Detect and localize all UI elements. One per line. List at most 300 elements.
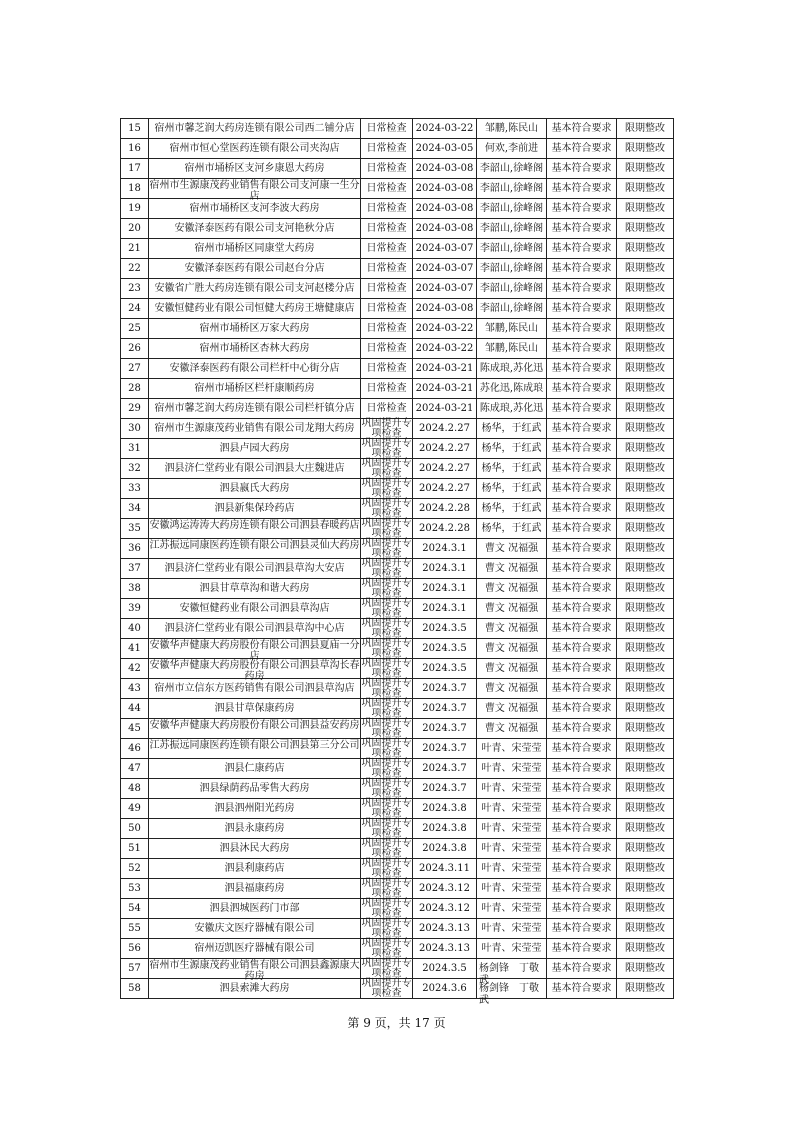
inspection-result-cell bbox=[547, 179, 617, 199]
inspection-result: 基本符合要求 bbox=[551, 743, 612, 754]
inspection-date: 2024.3.7 bbox=[422, 703, 467, 714]
row-number: 41 bbox=[128, 643, 141, 654]
handling-measure: 限期整改 bbox=[625, 203, 665, 214]
row-number: 21 bbox=[128, 243, 141, 254]
row-number-cell bbox=[121, 279, 149, 299]
table-row bbox=[121, 939, 674, 959]
inspection-date-cell bbox=[413, 379, 477, 399]
inspectors: 陈成琅,苏化迅 bbox=[479, 403, 544, 414]
inspection-date: 2024-03-21 bbox=[415, 403, 474, 414]
inspection-type-cell bbox=[361, 699, 413, 719]
inspectors-cell bbox=[477, 899, 547, 919]
inspection-result: 基本符合要求 bbox=[551, 383, 612, 394]
inspection-date-cell bbox=[413, 279, 477, 299]
inspection-date-cell bbox=[413, 739, 477, 759]
inspectors-cell bbox=[477, 939, 547, 959]
inspection-type: 巩固提升专项检查 bbox=[361, 598, 412, 619]
inspection-date-cell bbox=[413, 959, 477, 979]
inspection-type: 巩固提升专项检查 bbox=[361, 858, 412, 879]
inspectors-cell bbox=[477, 339, 547, 359]
inspection-date-cell bbox=[413, 799, 477, 819]
inspection-type: 日常检查 bbox=[366, 263, 407, 274]
store-name-cell bbox=[149, 559, 361, 579]
inspection-type-cell bbox=[361, 899, 413, 919]
inspection-date: 2024.3.1 bbox=[422, 583, 467, 594]
inspection-type: 巩固提升专项检查 bbox=[361, 938, 412, 959]
handling-measure: 限期整改 bbox=[625, 683, 665, 694]
store-name-cell bbox=[149, 879, 361, 899]
inspection-type: 巩固提升专项检查 bbox=[361, 458, 412, 479]
inspectors-cell bbox=[477, 919, 547, 939]
inspection-result-cell bbox=[547, 559, 617, 579]
inspection-type-cell bbox=[361, 919, 413, 939]
handling-measure: 限期整改 bbox=[625, 263, 665, 274]
store-name: 宿州市立信东方医药销售有限公司泗县草沟店 bbox=[154, 683, 355, 694]
inspection-result-cell bbox=[547, 339, 617, 359]
inspection-type-cell bbox=[361, 339, 413, 359]
inspection-result-cell bbox=[547, 379, 617, 399]
store-name: 安徽华声健康大药房股份有限公司泗县草沟长春药房 bbox=[149, 660, 360, 682]
inspectors-cell bbox=[477, 859, 547, 879]
inspection-type: 巩固提升专项检查 bbox=[361, 518, 412, 539]
store-name: 安徽省广胜大药房连锁有限公司支河赵楼分店 bbox=[154, 283, 355, 294]
handling-measure: 限期整改 bbox=[625, 803, 665, 814]
handling-measure-cell bbox=[617, 559, 674, 579]
row-number-cell bbox=[121, 939, 149, 959]
handling-measure-cell bbox=[617, 899, 674, 919]
inspection-type: 巩固提升专项检查 bbox=[361, 438, 412, 459]
handling-measure: 限期整改 bbox=[625, 583, 665, 594]
row-number: 39 bbox=[128, 603, 141, 614]
store-name-cell bbox=[149, 159, 361, 179]
inspection-type-cell bbox=[361, 619, 413, 639]
store-name: 泗县索滩大药房 bbox=[219, 983, 290, 994]
table-row bbox=[121, 439, 674, 459]
store-name-cell bbox=[149, 119, 361, 139]
handling-measure: 限期整改 bbox=[625, 463, 665, 474]
inspection-result-cell bbox=[547, 919, 617, 939]
handling-measure: 限期整改 bbox=[625, 323, 665, 334]
table-row bbox=[121, 539, 674, 559]
handling-measure: 限期整改 bbox=[625, 183, 665, 194]
store-name-cell bbox=[149, 239, 361, 259]
row-number: 40 bbox=[128, 623, 141, 634]
handling-measure: 限期整改 bbox=[625, 663, 665, 674]
row-number: 58 bbox=[128, 983, 141, 994]
handling-measure-cell bbox=[617, 359, 674, 379]
store-name-cell bbox=[149, 859, 361, 879]
row-number-cell bbox=[121, 699, 149, 719]
inspection-result-cell bbox=[547, 699, 617, 719]
handling-measure: 限期整改 bbox=[625, 343, 665, 354]
table-row bbox=[121, 259, 674, 279]
inspection-date-cell bbox=[413, 119, 477, 139]
inspection-type-cell bbox=[361, 279, 413, 299]
row-number-cell bbox=[121, 779, 149, 799]
inspection-result-cell bbox=[547, 299, 617, 319]
inspection-date-cell bbox=[413, 919, 477, 939]
table-row bbox=[121, 619, 674, 639]
inspection-date-cell bbox=[413, 939, 477, 959]
inspectors: 叶青、宋莹莹 bbox=[481, 783, 542, 794]
store-name-cell bbox=[149, 459, 361, 479]
inspection-type: 巩固提升专项检查 bbox=[361, 758, 412, 779]
table-row bbox=[121, 959, 674, 979]
table-row bbox=[121, 199, 674, 219]
inspectors: 曹文 况福强 bbox=[484, 663, 539, 674]
inspection-result-cell bbox=[547, 579, 617, 599]
inspection-result: 基本符合要求 bbox=[551, 883, 612, 894]
inspectors: 叶青、宋莹莹 bbox=[481, 923, 542, 934]
handling-measure: 限期整改 bbox=[625, 383, 665, 394]
inspection-type-cell bbox=[361, 579, 413, 599]
handling-measure-cell bbox=[617, 959, 674, 979]
inspectors-cell bbox=[477, 639, 547, 659]
table-row bbox=[121, 859, 674, 879]
row-number: 37 bbox=[128, 563, 141, 574]
inspection-type-cell bbox=[361, 739, 413, 759]
handling-measure-cell bbox=[617, 439, 674, 459]
inspection-type-cell bbox=[361, 419, 413, 439]
inspection-date: 2024.2.27 bbox=[419, 423, 470, 434]
inspectors: 杨华，于红武 bbox=[481, 443, 542, 454]
inspection-date: 2024.3.8 bbox=[422, 803, 467, 814]
inspection-date-cell bbox=[413, 439, 477, 459]
inspection-result: 基本符合要求 bbox=[551, 943, 612, 954]
table-row bbox=[121, 659, 674, 679]
inspectors-cell bbox=[477, 739, 547, 759]
store-name-cell bbox=[149, 759, 361, 779]
inspection-date: 2024-03-22 bbox=[415, 343, 474, 354]
store-name: 泗县仁康药店 bbox=[224, 763, 285, 774]
inspection-type-cell bbox=[361, 499, 413, 519]
inspection-type-cell bbox=[361, 559, 413, 579]
inspection-result: 基本符合要求 bbox=[551, 843, 612, 854]
inspection-result-cell bbox=[547, 359, 617, 379]
row-number: 25 bbox=[128, 323, 141, 334]
inspectors: 杨华，于红武 bbox=[481, 483, 542, 494]
store-name-cell bbox=[149, 519, 361, 539]
row-number-cell bbox=[121, 139, 149, 159]
inspection-type: 巩固提升专项检查 bbox=[361, 538, 412, 559]
inspection-result: 基本符合要求 bbox=[551, 763, 612, 774]
row-number: 32 bbox=[128, 463, 141, 474]
store-name-cell bbox=[149, 579, 361, 599]
row-number-cell bbox=[121, 359, 149, 379]
inspection-type: 日常检查 bbox=[366, 183, 407, 194]
handling-measure: 限期整改 bbox=[625, 303, 665, 314]
handling-measure-cell bbox=[617, 239, 674, 259]
inspection-type-cell bbox=[361, 779, 413, 799]
row-number-cell bbox=[121, 179, 149, 199]
inspectors-cell bbox=[477, 459, 547, 479]
row-number-cell bbox=[121, 259, 149, 279]
inspection-date: 2024-03-21 bbox=[415, 363, 474, 374]
handling-measure: 限期整改 bbox=[625, 903, 665, 914]
inspection-date-cell bbox=[413, 879, 477, 899]
inspection-type-cell bbox=[361, 399, 413, 419]
inspection-date: 2024.2.28 bbox=[419, 523, 470, 534]
handling-measure: 限期整改 bbox=[625, 723, 665, 734]
inspection-result: 基本符合要求 bbox=[551, 623, 612, 634]
inspectors-cell bbox=[477, 819, 547, 839]
inspection-type: 日常检查 bbox=[366, 123, 407, 134]
store-name-cell bbox=[149, 359, 361, 379]
inspectors: 曹文 况福强 bbox=[484, 543, 539, 554]
table-row bbox=[121, 799, 674, 819]
row-number: 44 bbox=[128, 703, 141, 714]
table-row bbox=[121, 239, 674, 259]
inspection-type-cell bbox=[361, 239, 413, 259]
inspection-type: 巩固提升专项检查 bbox=[361, 578, 412, 599]
inspection-result: 基本符合要求 bbox=[551, 463, 612, 474]
store-name: 安徽泽泰医药有限公司支河艳秋分店 bbox=[174, 223, 335, 234]
row-number: 57 bbox=[128, 963, 141, 974]
table-row bbox=[121, 359, 674, 379]
table-row bbox=[121, 319, 674, 339]
inspection-date-cell bbox=[413, 319, 477, 339]
store-name-cell bbox=[149, 339, 361, 359]
row-number: 33 bbox=[128, 483, 141, 494]
inspection-result-cell bbox=[547, 719, 617, 739]
row-number-cell bbox=[121, 339, 149, 359]
inspection-type: 日常检查 bbox=[366, 283, 407, 294]
inspection-result: 基本符合要求 bbox=[551, 703, 612, 714]
row-number: 27 bbox=[128, 363, 141, 374]
handling-measure: 限期整改 bbox=[625, 163, 665, 174]
inspection-result: 基本符合要求 bbox=[551, 603, 612, 614]
inspection-date-cell bbox=[413, 479, 477, 499]
inspection-date: 2024-03-05 bbox=[415, 143, 474, 154]
inspectors: 曹文 况福强 bbox=[484, 563, 539, 574]
handling-measure: 限期整改 bbox=[625, 563, 665, 574]
inspection-result-cell bbox=[547, 899, 617, 919]
inspectors-cell bbox=[477, 119, 547, 139]
inspection-type-cell bbox=[361, 859, 413, 879]
inspectors-cell bbox=[477, 759, 547, 779]
inspection-type-cell bbox=[361, 159, 413, 179]
inspectors-cell bbox=[477, 719, 547, 739]
inspection-result: 基本符合要求 bbox=[551, 403, 612, 414]
row-number: 16 bbox=[128, 143, 141, 154]
handling-measure-cell bbox=[617, 259, 674, 279]
store-name: 泗县甘草保康药房 bbox=[214, 703, 295, 714]
inspectors: 邹鹏,陈民山 bbox=[484, 323, 539, 334]
inspection-result: 基本符合要求 bbox=[551, 563, 612, 574]
store-name: 宿州市埇桥区杏林大药房 bbox=[199, 343, 310, 354]
inspection-result: 基本符合要求 bbox=[551, 283, 612, 294]
handling-measure-cell bbox=[617, 619, 674, 639]
inspection-date-cell bbox=[413, 579, 477, 599]
row-number: 19 bbox=[128, 203, 141, 214]
row-number-cell bbox=[121, 739, 149, 759]
inspection-date-cell bbox=[413, 539, 477, 559]
handling-measure: 限期整改 bbox=[625, 423, 665, 434]
inspection-type: 日常检查 bbox=[366, 203, 407, 214]
inspection-result: 基本符合要求 bbox=[551, 343, 612, 354]
inspection-date: 2024.2.27 bbox=[419, 463, 470, 474]
row-number-cell bbox=[121, 119, 149, 139]
inspectors: 杨华，于红武 bbox=[481, 503, 542, 514]
row-number-cell bbox=[121, 859, 149, 879]
inspectors: 叶青、宋莹莹 bbox=[481, 943, 542, 954]
handling-measure-cell bbox=[617, 679, 674, 699]
row-number-cell bbox=[121, 839, 149, 859]
inspectors-cell bbox=[477, 399, 547, 419]
inspectors-cell bbox=[477, 499, 547, 519]
row-number-cell bbox=[121, 379, 149, 399]
store-name-cell bbox=[149, 659, 361, 682]
store-name: 江苏振远同康医药连锁有限公司泗县灵仙大药房 bbox=[149, 540, 360, 551]
row-number-cell bbox=[121, 559, 149, 579]
store-name: 安徽恒健药业有限公司泗县草沟店 bbox=[179, 603, 330, 614]
store-name: 宿州市埇桥区支河乡康恩大药房 bbox=[184, 163, 325, 174]
handling-measure-cell bbox=[617, 579, 674, 599]
row-number: 52 bbox=[128, 863, 141, 874]
row-number-cell bbox=[121, 419, 149, 439]
store-name-cell bbox=[149, 539, 361, 559]
handling-measure: 限期整改 bbox=[625, 503, 665, 514]
handling-measure-cell bbox=[617, 979, 674, 999]
inspectors-cell bbox=[477, 779, 547, 799]
handling-measure-cell bbox=[617, 659, 674, 679]
inspection-type-cell bbox=[361, 799, 413, 819]
store-name: 安徽泽泰医药有限公司赵台分店 bbox=[184, 263, 325, 274]
store-name-cell bbox=[149, 699, 361, 719]
row-number-cell bbox=[121, 439, 149, 459]
inspectors: 曹文 况福强 bbox=[484, 683, 539, 694]
inspection-date-cell bbox=[413, 699, 477, 719]
row-number: 53 bbox=[128, 883, 141, 894]
inspection-type: 日常检查 bbox=[366, 303, 407, 314]
table-row bbox=[121, 599, 674, 619]
inspection-type-cell bbox=[361, 479, 413, 499]
inspection-result: 基本符合要求 bbox=[551, 523, 612, 534]
inspectors-cell bbox=[477, 259, 547, 279]
inspection-date: 2024.2.27 bbox=[419, 483, 470, 494]
inspection-type: 巩固提升专项检查 bbox=[361, 778, 412, 799]
inspectors: 叶青、宋莹莹 bbox=[481, 743, 542, 754]
inspection-result-cell bbox=[547, 239, 617, 259]
handling-measure: 限期整改 bbox=[625, 123, 665, 134]
inspection-date: 2024.3.5 bbox=[422, 963, 467, 974]
inspectors-cell bbox=[477, 239, 547, 259]
inspection-date-cell bbox=[413, 599, 477, 619]
inspection-result-cell bbox=[547, 539, 617, 559]
inspection-result: 基本符合要求 bbox=[551, 163, 612, 174]
table-row bbox=[121, 379, 674, 399]
row-number-cell bbox=[121, 599, 149, 619]
inspectors-cell bbox=[477, 579, 547, 599]
inspection-type-cell bbox=[361, 179, 413, 199]
inspectors: 曹文 况福强 bbox=[484, 723, 539, 734]
inspection-date: 2024.3.7 bbox=[422, 683, 467, 694]
inspectors: 李韶山,徐峰阁 bbox=[479, 263, 544, 274]
handling-measure-cell bbox=[617, 859, 674, 879]
handling-measure-cell bbox=[617, 139, 674, 159]
inspection-date-cell bbox=[413, 419, 477, 439]
inspection-date-cell bbox=[413, 819, 477, 839]
row-number-cell bbox=[121, 519, 149, 539]
inspection-type: 巩固提升专项检查 bbox=[361, 498, 412, 519]
table-row bbox=[121, 399, 674, 419]
store-name: 安徽鸿运涛涛大药房连锁有限公司泗县春暖药店 bbox=[149, 520, 360, 531]
inspection-date: 2024.3.1 bbox=[422, 543, 467, 554]
store-name: 宿州市埇桥区栏杆康顺药房 bbox=[194, 383, 315, 394]
handling-measure-cell bbox=[617, 199, 674, 219]
store-name-cell bbox=[149, 739, 361, 759]
inspection-result: 基本符合要求 bbox=[551, 443, 612, 454]
table-row bbox=[121, 699, 674, 719]
inspection-date-cell bbox=[413, 159, 477, 179]
inspection-result-cell bbox=[547, 139, 617, 159]
row-number-cell bbox=[121, 219, 149, 239]
inspection-date: 2024-03-08 bbox=[415, 223, 474, 234]
inspection-result: 基本符合要求 bbox=[551, 663, 612, 674]
row-number-cell bbox=[121, 799, 149, 819]
inspection-date-cell bbox=[413, 839, 477, 859]
inspection-result-cell bbox=[547, 659, 617, 679]
inspection-date: 2024-03-22 bbox=[415, 323, 474, 334]
store-name: 泗县永康药房 bbox=[224, 823, 285, 834]
inspection-type: 巩固提升专项检查 bbox=[361, 838, 412, 859]
inspection-type: 巩固提升专项检查 bbox=[361, 798, 412, 819]
store-name-cell bbox=[149, 959, 361, 982]
inspection-result-cell bbox=[547, 279, 617, 299]
inspectors: 叶青、宋莹莹 bbox=[481, 763, 542, 774]
inspectors-cell bbox=[477, 439, 547, 459]
inspection-result: 基本符合要求 bbox=[551, 963, 612, 974]
handling-measure-cell bbox=[617, 939, 674, 959]
row-number: 30 bbox=[128, 423, 141, 434]
inspection-date: 2024.3.13 bbox=[419, 923, 470, 934]
table-row bbox=[121, 279, 674, 299]
inspectors-cell bbox=[477, 419, 547, 439]
inspection-type: 日常检查 bbox=[366, 163, 407, 174]
inspection-result: 基本符合要求 bbox=[551, 803, 612, 814]
inspection-result-cell bbox=[547, 839, 617, 859]
inspection-type-cell bbox=[361, 639, 413, 659]
inspectors: 杨华，于红武 bbox=[481, 463, 542, 474]
inspection-date-cell bbox=[413, 139, 477, 159]
store-name-cell bbox=[149, 639, 361, 662]
table-row bbox=[121, 139, 674, 159]
table-row bbox=[121, 179, 674, 199]
handling-measure-cell bbox=[617, 879, 674, 899]
inspection-result: 基本符合要求 bbox=[551, 423, 612, 434]
inspection-result-cell bbox=[547, 459, 617, 479]
row-number-cell bbox=[121, 239, 149, 259]
inspection-type: 巩固提升专项检查 bbox=[361, 958, 412, 979]
store-name-cell bbox=[149, 259, 361, 279]
store-name-cell bbox=[149, 279, 361, 299]
store-name-cell bbox=[149, 599, 361, 619]
inspection-date: 2024.3.7 bbox=[422, 783, 467, 794]
inspectors: 叶青、宋莹莹 bbox=[481, 883, 542, 894]
inspection-result-cell bbox=[547, 739, 617, 759]
inspection-date: 2024-03-08 bbox=[415, 163, 474, 174]
inspection-result: 基本符合要求 bbox=[551, 483, 612, 494]
row-number-cell bbox=[121, 319, 149, 339]
store-name-cell bbox=[149, 439, 361, 459]
inspection-date-cell bbox=[413, 499, 477, 519]
handling-measure: 限期整改 bbox=[625, 363, 665, 374]
handling-measure: 限期整改 bbox=[625, 223, 665, 234]
row-number-cell bbox=[121, 619, 149, 639]
inspection-result: 基本符合要求 bbox=[551, 503, 612, 514]
inspection-type: 巩固提升专项检查 bbox=[361, 698, 412, 719]
row-number: 20 bbox=[128, 223, 141, 234]
